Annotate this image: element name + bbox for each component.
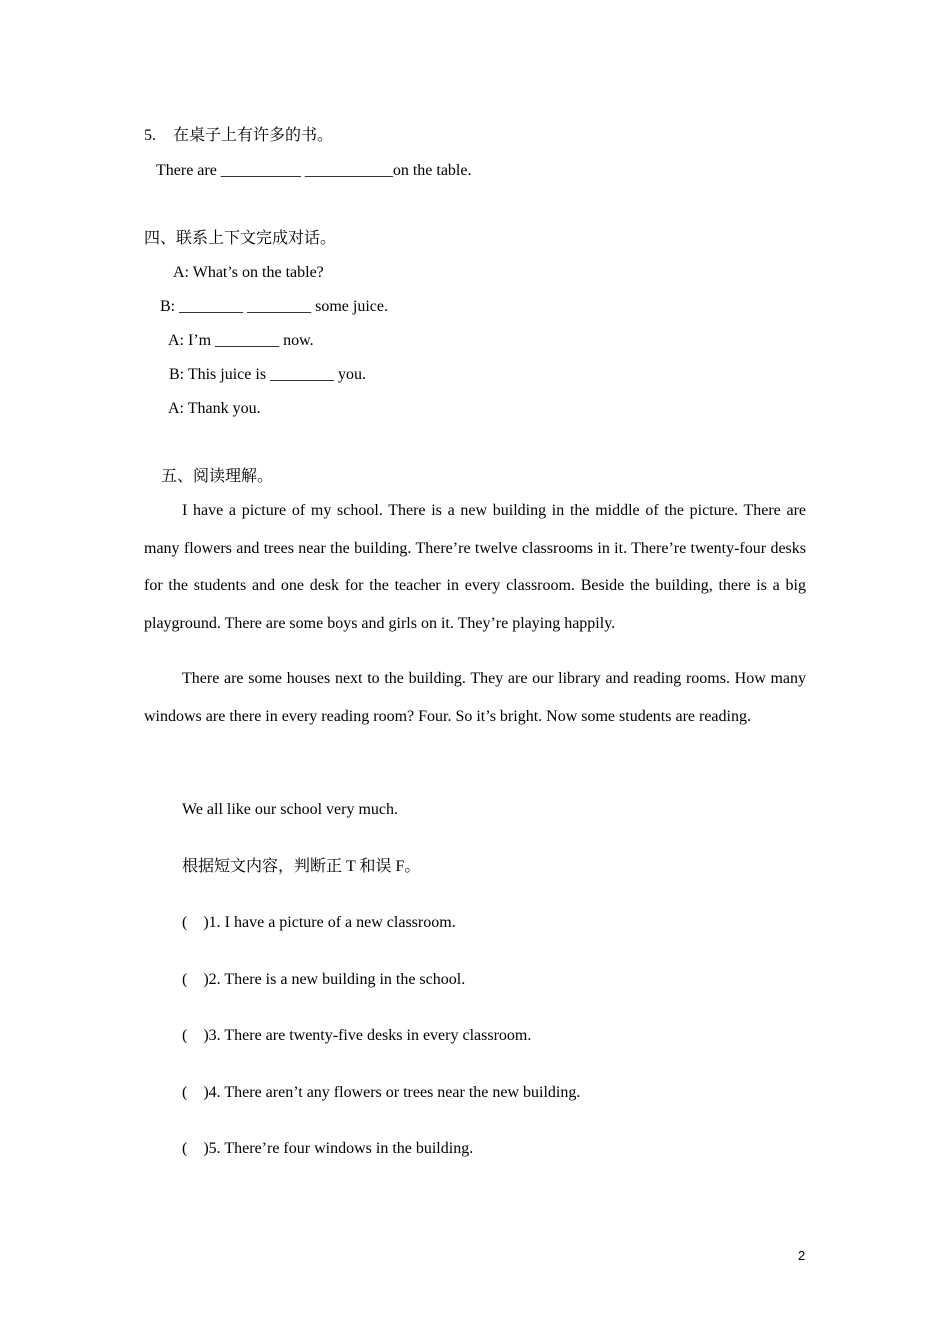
section-5-heading: 五、阅读理解。 [161, 468, 274, 485]
reading-paragraph-3: We all like our school very much. [182, 801, 398, 818]
question-item: ( )3. There are twenty-five desks in every classroom. [182, 1027, 532, 1044]
reading-paragraph-1: I have a picture of my school. There is a new building in the middle of the picture. There are many flowers and trees near the building. There’re twelve classrooms in it. There’re twenty-four desks for the students and one desk for the teacher in every classroom. Beside the building, there is a big playground. There are some boys and girls on it. They’re playing happily. [144, 502, 806, 632]
dialogue-line: A: I’m ________ now. [168, 332, 314, 349]
page-number: 2 [798, 1248, 806, 1263]
dialogue-line: B: This juice is ________ you. [169, 366, 367, 383]
dialogue-line: A: Thank you. [168, 400, 261, 417]
question-item: ( )2. There is a new building in the school. [182, 971, 466, 988]
item-5-english: There are __________ ___________on the table. [156, 162, 472, 179]
section-4-heading: 四、联系上下文完成对话。 [144, 230, 337, 247]
question-item: ( )5. There’re four windows in the building. [182, 1140, 474, 1157]
item-5-number: 5. [144, 127, 156, 144]
question-item: ( )4. There aren’t any flowers or trees near the new building. [182, 1084, 581, 1101]
dialogue-line: A: What’s on the table? [173, 264, 324, 281]
item-5-chinese: 在桌子上有许多的书。 [173, 127, 334, 144]
question-item: ( )1. I have a picture of a new classroom. [182, 914, 456, 931]
dialogue-line: B: ________ ________ some juice. [160, 298, 388, 315]
instruction: 根据短文内容，判断正 T 和误 F。 [182, 858, 421, 875]
reading-paragraph-2: There are some houses next to the building. They are our library and reading rooms. How many windows are there in every reading room? Four. So it’s bright. Now some students are reading. [144, 670, 806, 725]
